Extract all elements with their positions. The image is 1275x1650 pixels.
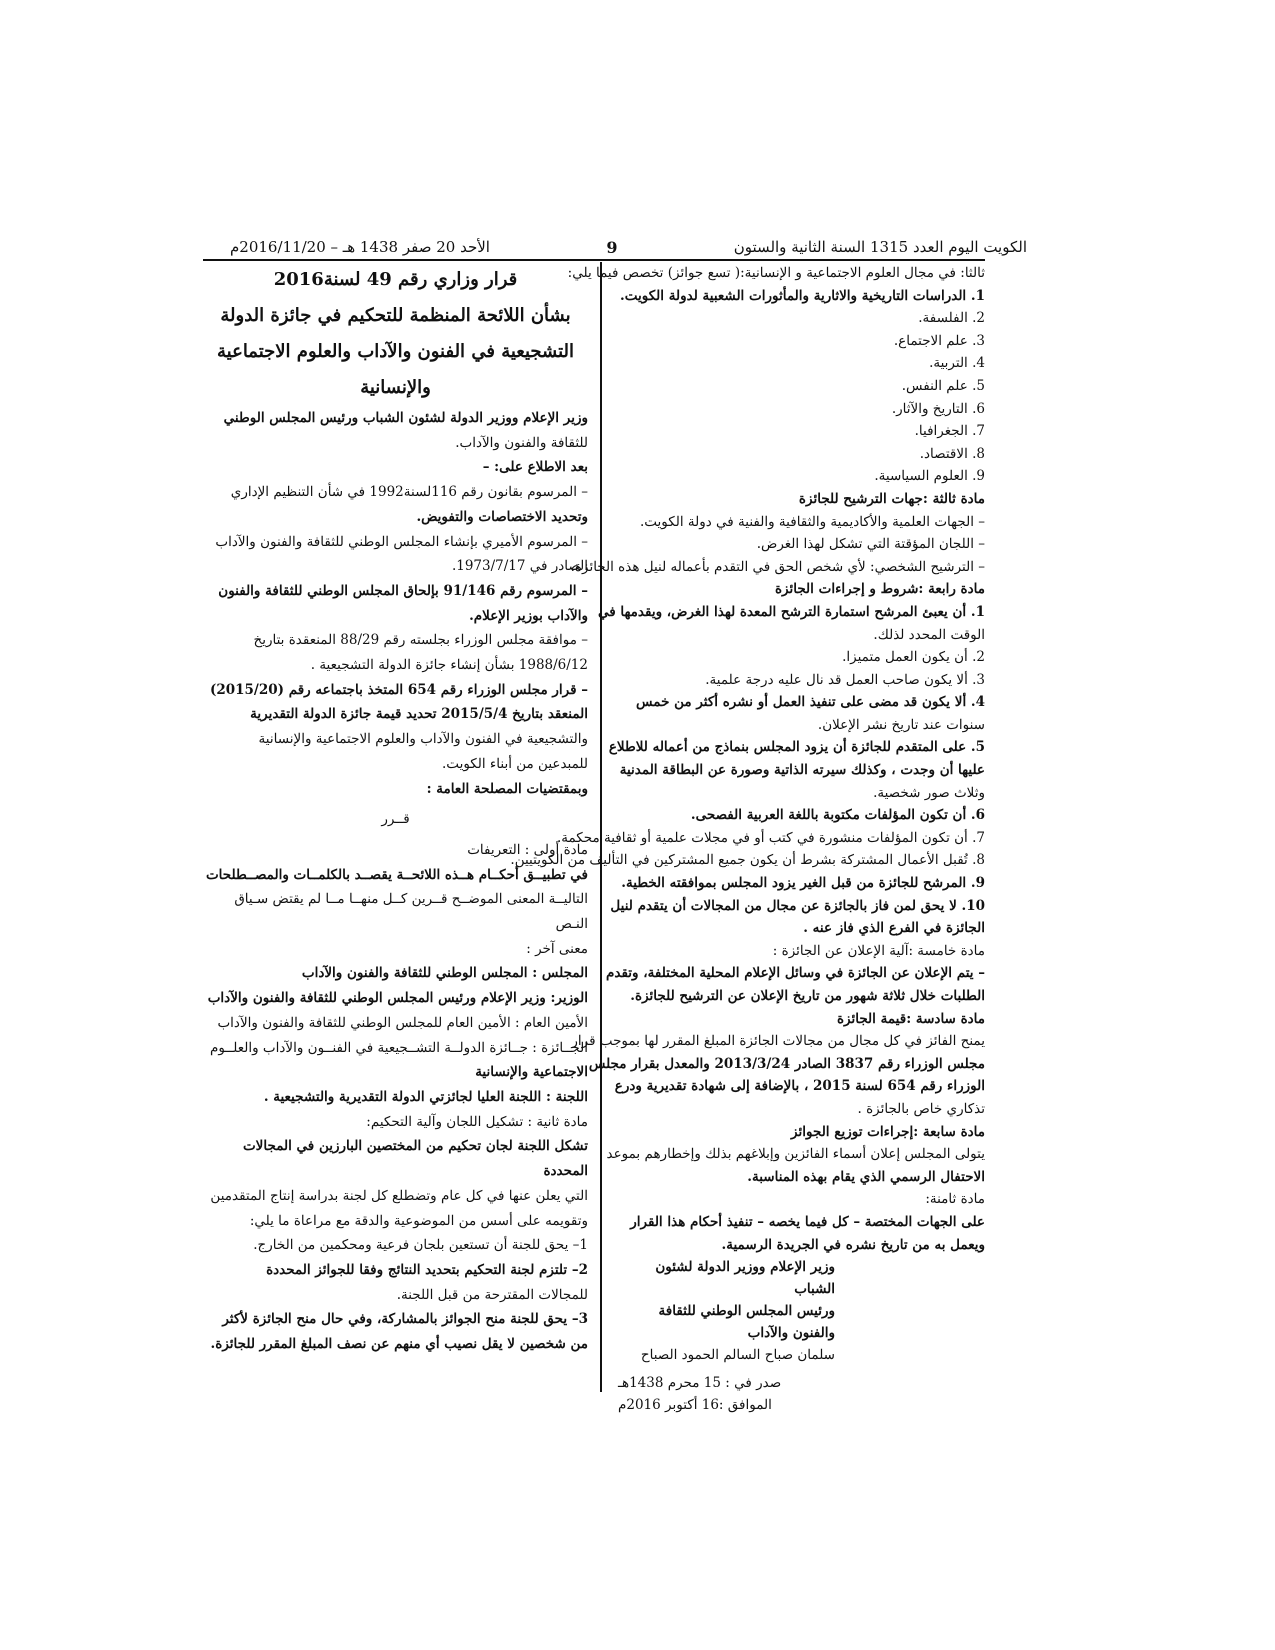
- list-item: 1– يحق للجنة أن تستعين بلجان فرعية ومحكمين من الخارج.: [253, 1237, 588, 1254]
- text-line: 2. أن يكون العمل متميزا.: [842, 649, 985, 666]
- text-line: يمنح الفائز في كل مجال من مجالات الجائزة المبلغ المقرر لها بموجب قرار: [571, 1033, 985, 1050]
- text-line: 3. ألا يكون صاحب العمل قد نال عليه درجة علمية.: [705, 671, 985, 688]
- text-line: الطلبات خلال ثلاثة شهور من تاريخ الإعلان عن الترشيح للجائزة.: [630, 988, 985, 1004]
- text-line: 10. لا يحق لمن فاز بالجائزة عن مجال من المجالات أن يتقدم لنيل: [610, 897, 985, 914]
- definition: المجلس : المجلس الوطني للثقافة والفنون والآداب: [301, 965, 588, 982]
- signature-title: وزير الإعلام ووزير الدولة لشئون الشباب: [655, 1259, 835, 1298]
- text-line: 6. أن تكون المؤلفات مكتوبة باللغة العربية الفصحى.: [690, 807, 985, 824]
- text-line: – يتم الإعلان عن الجائزة في وسائل الإعلام المحلية المختلفة، وتقدم: [606, 965, 985, 982]
- text-line: 1988/6/12 بشأن إنشاء جائزة الدولة التشجيعية .: [310, 657, 588, 674]
- text-line: وزير الإعلام ووزير الدولة لشئون الشباب ورئيس المجلس الوطني: [223, 410, 588, 426]
- text-line: التاليــة المعنى الموضــح قــرين كــل منهــا مــا لم يقتض سـياق النـص: [234, 891, 588, 933]
- text-line: وثلاث صور شخصية.: [873, 784, 985, 801]
- text-line: وتقويمه على أسس من الموضوعية والدقة مع مراعاة ما يلي:: [249, 1212, 588, 1229]
- definition: اللجنة : اللجنة العليا لجائزتي الدولة التقديرية والتشجيعية .: [263, 1088, 588, 1105]
- text-line: – اللجان المؤقتة التي تشكل لهذا الغرض.: [756, 536, 985, 553]
- text-line: – المرسوم بقانون رقم 116لسنة1992 في شأن التنظيم الإداري: [230, 484, 588, 501]
- text-line: – موافقة مجلس الوزراء بجلسته رقم 88/29 المنعقدة بتاريخ: [253, 632, 588, 649]
- list-item: 9. العلوم السياسية.: [874, 468, 985, 485]
- header-rule: [203, 259, 985, 261]
- text-line: – المرسوم الأميري بإنشاء المجلس الوطني للثقافة والفنون والآداب: [215, 533, 588, 550]
- list-item: 5. علم النفس.: [901, 377, 985, 394]
- section-intro: ثالثا: في مجال العلوم الاجتماعية و الإنسانية:( تسع جوائز) تخصص فيما يلي:: [567, 265, 985, 281]
- decree-title: قرار وزاري رقم 49 لسنة2016: [273, 269, 518, 290]
- text-line: الوزراء رقم 654 لسنة 2015 ، بالإضافة إلى شهادة تقديرية ودرع: [614, 1078, 985, 1095]
- article-heading: مادة رابعة :شروط و إجراءات الجائزة: [774, 581, 985, 598]
- list-item: 3. علم الاجتماع.: [893, 332, 985, 349]
- definition: الأمين العام : الأمين العام للمجلس الوطني للثقافة والفنون والآداب: [217, 1014, 588, 1031]
- text-line: ويعمل به من تاريخ نشره في الجريدة الرسمية.: [721, 1236, 985, 1253]
- text-line: المنعقد بتاريخ 2015/5/4 تحديد قيمة جائزة الدولة التقديرية: [250, 706, 588, 723]
- text-line: مجلس الوزراء رقم 3837 الصادر 2013/3/24 والمعدل بقرار مجلس: [588, 1055, 985, 1072]
- article-heading: مادة أولى : التعريفات: [467, 841, 588, 858]
- text-line: والآداب بوزير الإعلام.: [469, 607, 588, 624]
- text-line: يتولى المجلس إعلان أسماء الفائزين وإبلاغهم بذلك وإخطارهم بموعد: [606, 1146, 985, 1163]
- page-number: 9: [606, 238, 618, 257]
- header-date: الأحد 20 صفر 1438 هـ – 2016/11/20م: [230, 238, 490, 256]
- text-line: – المرسوم رقم 91/146 بإلحاق المجلس الوطني للثقافة والفنون: [218, 582, 588, 599]
- text-line: – الجهات العلمية والأكاديمية والثقافية والفنية في دولة الكويت.: [639, 513, 985, 530]
- decree-heading: قــرر: [381, 811, 410, 828]
- decree-subtitle: بشأن اللائحة المنظمة للتحكيم في جائزة الدولة: [220, 305, 571, 326]
- list-item: 1. الدراسات التاريخية والاثارية والمأثورات الشعبية لدولة الكويت.: [620, 287, 985, 304]
- article-heading: مادة ثالثة :جهات الترشيح للجائزة: [798, 490, 985, 507]
- list-item: 6. التاريخ والآثار.: [891, 400, 985, 417]
- definition: الاجتماعية والإنسانية: [475, 1064, 588, 1081]
- text-line: الجائزة في الفرع الذي فاز عنه .: [803, 920, 985, 937]
- list-item: من شخصين لا يقل نصيب أي منهم عن نصف المبلغ المقرر للجائزة.: [210, 1336, 588, 1353]
- text-line: – الترشيح الشخصي: لأي شخص الحق في التقدم بأعماله لنيل هذه الجائزة.: [570, 558, 985, 575]
- text-line: على الجهات المختصة – كل فيما يخصه – تنفيذ أحكام هذا القرار: [630, 1213, 985, 1230]
- text-line: عليها أن وجدت ، وكذلك سيرته الذاتية وصورة عن البطاقة المدنية: [619, 762, 985, 779]
- text-line: سنوات عند تاريخ نشر الإعلان.: [817, 716, 985, 733]
- text-line: تشكل اللجنة لجان تحكيم من المختصين البارزين في المجالات المحددة: [242, 1138, 588, 1180]
- signature-name: سلمان صباح السالم الحمود الصباح: [640, 1347, 835, 1364]
- decree-subtitle: التشجيعية في الفنون والآداب والعلوم الاجتماعية: [217, 341, 574, 362]
- text-line: التي يعلن عنها في كل عام وتضطلع كل لجنة بدراسة إنتاج المتقدمين: [210, 1187, 588, 1204]
- text-line: تذكاري خاص بالجائزة .: [857, 1100, 985, 1117]
- list-item: 2. الفلسفة.: [918, 310, 985, 327]
- text-line: 1. أن يعبئ المرشح استمارة الترشح المعدة لهذا الغرض، ويقدمها في: [597, 603, 985, 620]
- text-line: في تطبيــق أحكــام هــذه اللائحــة يقصــد بالكلمــات والمصــطلحات: [205, 866, 588, 883]
- header-issue-info: الكويت اليوم العدد 1315 السنة الثانية والستون: [733, 238, 1027, 256]
- text-line: الاحتفال الرسمي الذي يقام بهذه المناسبة.: [747, 1168, 985, 1185]
- text-line: بعد الاطلاع على: –: [482, 459, 588, 476]
- list-item: 8. الاقتصاد.: [919, 445, 985, 462]
- issued-date-gregorian: الموافق :16 أكتوبر 2016م: [618, 1397, 772, 1414]
- definition: الجــائزة : جــائزة الدولــة التشــجيعية في الفنــون والآداب والعلــوم: [210, 1039, 588, 1056]
- list-item: 3– يحق للجنة منح الجوائز بالمشاركة، وفي حال منح الجائزة لأكثر: [222, 1311, 588, 1328]
- text-line: 7. أن تكون المؤلفات منشورة في كتب أو في مجلات علمية أو ثقافية محكمة.: [556, 829, 985, 846]
- text-line: وتحديد الاختصاصات والتفويض.: [416, 508, 588, 525]
- issued-date-hijri: صدر في : 15 محرم 1438هـ: [618, 1375, 782, 1392]
- text-line: 9. المرشح للجائزة من قبل الغير يزود المجلس بموافقته الخطية.: [621, 875, 985, 892]
- article-heading: مادة خامسة :آلية الإعلان عن الجائزة :: [772, 942, 985, 959]
- text-line: الوقت المحدد لذلك.: [873, 626, 985, 643]
- list-item: 4. التربية.: [929, 355, 985, 372]
- decree-subtitle: والإنسانية: [360, 377, 431, 398]
- text-line: 8. تُقبل الأعمال المشتركة بشرط أن يكون جميع المشتركين في التأليف من الكويتيين.: [510, 852, 985, 869]
- article-heading: مادة سابعة :إجراءات توزيع الجوائز: [791, 1123, 985, 1140]
- list-item: للمجالات المقترحة من قبل اللجنة.: [396, 1286, 588, 1303]
- text-line: معنى آخر :: [526, 940, 588, 957]
- article-heading: مادة سادسة :قيمة الجائزة: [836, 1010, 985, 1027]
- left-column: [203, 262, 588, 1392]
- text-line: – قرار مجلس الوزراء رقم 654 المتخذ باجتماعه رقم (2015/20): [209, 681, 588, 698]
- text-line: 4. ألا يكون قد مضى على تنفيذ العمل أو نشره أكثر من خمس: [636, 694, 985, 711]
- list-item: 2– تلتزم لجنة التحكيم بتحديد النتائج وفقا للجوائز المحددة: [266, 1261, 588, 1278]
- text-line: للمبدعين من أبناء الكويت.: [442, 755, 588, 772]
- article-heading: مادة ثامنة:: [925, 1191, 985, 1208]
- text-line: وبمقتضيات المصلحة العامة :: [426, 780, 588, 797]
- text-line: 5. على المتقدم للجائزة أن يزود المجلس بنماذج من أعماله للاطلاع: [608, 739, 985, 756]
- text-line: للثقافة والفنون والآداب.: [455, 434, 588, 451]
- article-heading: مادة ثانية : تشكيل اللجان وآلية التحكيم:: [366, 1113, 588, 1130]
- text-line: الصادر في 1973/7/17.: [451, 558, 588, 575]
- definition: الوزير: وزير الإعلام ورئيس المجلس الوطني للثقافة والفنون والآداب: [207, 990, 588, 1007]
- list-item: 7. الجغرافيا.: [914, 423, 985, 440]
- signature-title: ورئيس المجلس الوطني للثقافة والفنون والآداب: [658, 1303, 835, 1342]
- text-line: والتشجيعية في الفنون والآداب والعلوم الاجتماعية والإنسانية: [258, 731, 588, 748]
